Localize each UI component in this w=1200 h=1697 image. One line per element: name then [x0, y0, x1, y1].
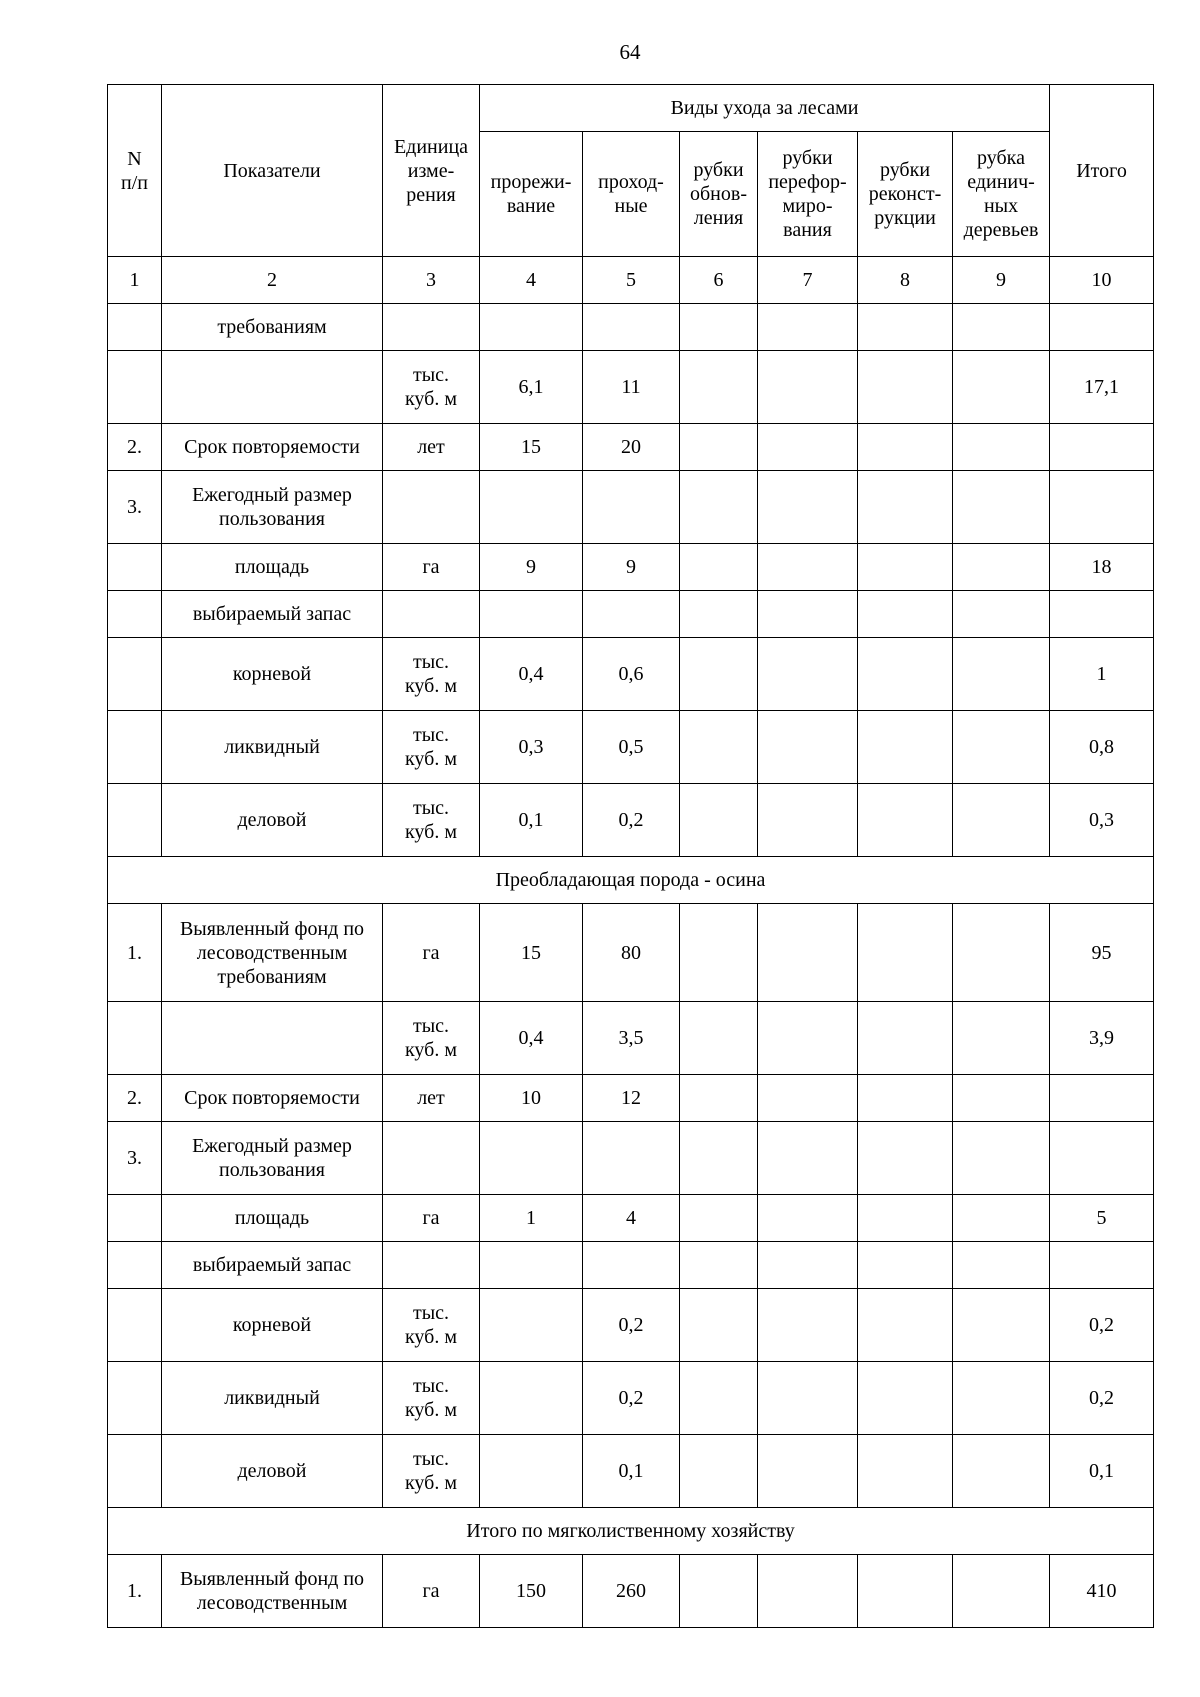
table-cell	[680, 1002, 758, 1075]
table-cell	[1050, 1242, 1154, 1289]
table-cell: тыс. куб. м	[383, 1002, 480, 1075]
table-cell: 9	[480, 544, 583, 591]
table-row	[108, 784, 1154, 857]
table-cell	[383, 591, 480, 638]
table-cell	[758, 1122, 858, 1195]
table-cell	[953, 1242, 1050, 1289]
header-thinning: прорежи- вание	[480, 132, 583, 257]
table-cell	[953, 544, 1050, 591]
table-cell: тыс. куб. м	[383, 1435, 480, 1508]
table-cell: 0,3	[1050, 784, 1154, 857]
table-cell	[108, 351, 162, 424]
table-cell	[953, 591, 1050, 638]
section-row	[108, 1508, 1154, 1555]
table-cell	[758, 1075, 858, 1122]
table-cell: площадь	[162, 544, 383, 591]
table-cell	[108, 304, 162, 351]
column-number: 3	[383, 257, 480, 304]
table-cell	[680, 1435, 758, 1508]
table-cell: ликвидный	[162, 711, 383, 784]
table-cell	[858, 544, 953, 591]
table-cell	[108, 711, 162, 784]
table-cell: 1	[1050, 638, 1154, 711]
table-cell	[108, 784, 162, 857]
table-cell	[162, 351, 383, 424]
table-row	[108, 1002, 1154, 1075]
table-cell	[858, 591, 953, 638]
table-cell	[480, 304, 583, 351]
table-cell: 4	[583, 1195, 680, 1242]
table-cell: 0,1	[583, 1435, 680, 1508]
table-cell: корневой	[162, 638, 383, 711]
table-cell	[758, 591, 858, 638]
table-cell: требованиям	[162, 304, 383, 351]
header-renewal-cuts: рубки обнов- ления	[680, 132, 758, 257]
table-cell	[583, 1242, 680, 1289]
table-cell: 0,1	[1050, 1435, 1154, 1508]
table-cell: 0,4	[480, 1002, 583, 1075]
table-cell: площадь	[162, 1195, 383, 1242]
table-cell	[108, 638, 162, 711]
header-care-types: Виды ухода за лесами	[480, 85, 1050, 132]
table-cell: 80	[583, 904, 680, 1002]
table-cell	[858, 1002, 953, 1075]
table-cell	[758, 424, 858, 471]
table-cell: лет	[383, 1075, 480, 1122]
table-cell	[758, 1289, 858, 1362]
table-cell: Срок повторяемости	[162, 424, 383, 471]
table-cell	[953, 1289, 1050, 1362]
table-cell: тыс. куб. м	[383, 784, 480, 857]
table-row	[108, 1075, 1154, 1122]
table-cell	[758, 1242, 858, 1289]
table-cell	[858, 638, 953, 711]
table-cell: тыс. куб. м	[383, 351, 480, 424]
table-cell: 0,2	[1050, 1289, 1154, 1362]
table-cell: Ежегодный размер пользования	[162, 471, 383, 544]
section-title: Итого по мягколиственному хозяйству	[108, 1508, 1154, 1555]
table-cell: 3,9	[1050, 1002, 1154, 1075]
table-cell: 150	[480, 1555, 583, 1628]
table-row	[108, 1289, 1154, 1362]
table-cell	[758, 784, 858, 857]
table-cell	[758, 471, 858, 544]
table-cell	[858, 1362, 953, 1435]
table-cell	[1050, 591, 1154, 638]
table-cell: га	[383, 1555, 480, 1628]
table-cell: 1.	[108, 904, 162, 1002]
table-cell: 0,2	[583, 784, 680, 857]
table-cell	[953, 784, 1050, 857]
table-cell: 3.	[108, 471, 162, 544]
table-cell: 6,1	[480, 351, 583, 424]
table-cell	[680, 304, 758, 351]
table-cell	[858, 1435, 953, 1508]
table-cell: 0,6	[583, 638, 680, 711]
table-cell	[858, 904, 953, 1002]
table-cell	[758, 904, 858, 1002]
table-row	[108, 304, 1154, 351]
table-cell	[680, 1122, 758, 1195]
table-cell: 12	[583, 1075, 680, 1122]
table-cell	[758, 1555, 858, 1628]
table-cell: 95	[1050, 904, 1154, 1002]
section-row	[108, 857, 1154, 904]
table-cell: 0,2	[1050, 1362, 1154, 1435]
table-cell: 3,5	[583, 1002, 680, 1075]
table-row	[108, 1362, 1154, 1435]
column-number: 10	[1050, 257, 1154, 304]
column-number: 8	[858, 257, 953, 304]
header-reformation-cuts: рубки перефор- миро- вания	[758, 132, 858, 257]
table-cell	[758, 544, 858, 591]
table-cell: 9	[583, 544, 680, 591]
table-cell	[108, 1289, 162, 1362]
table-cell	[583, 471, 680, 544]
header-passage-cuts: проход- ные	[583, 132, 680, 257]
table-cell: 0,2	[583, 1289, 680, 1362]
table-cell: 17,1	[1050, 351, 1154, 424]
table-cell	[858, 1242, 953, 1289]
table-row	[108, 424, 1154, 471]
table-cell	[953, 711, 1050, 784]
table-cell	[680, 904, 758, 1002]
table-cell	[758, 351, 858, 424]
table-row	[108, 904, 1154, 1002]
table-cell	[108, 1242, 162, 1289]
table-cell	[680, 591, 758, 638]
table-cell	[162, 1002, 383, 1075]
table-cell	[858, 1122, 953, 1195]
table-cell	[858, 1555, 953, 1628]
column-number: 4	[480, 257, 583, 304]
table-row	[108, 1122, 1154, 1195]
table-cell	[953, 1362, 1050, 1435]
table-cell	[680, 1242, 758, 1289]
column-number: 5	[583, 257, 680, 304]
table-cell	[758, 711, 858, 784]
table-cell: 11	[583, 351, 680, 424]
column-number: 6	[680, 257, 758, 304]
table-cell	[480, 591, 583, 638]
table-cell: тыс. куб. м	[383, 711, 480, 784]
table-cell	[953, 1435, 1050, 1508]
table-cell	[1050, 1075, 1154, 1122]
table-cell: 410	[1050, 1555, 1154, 1628]
table-cell	[858, 1075, 953, 1122]
table-cell	[108, 1002, 162, 1075]
table-cell	[953, 638, 1050, 711]
table-cell	[1050, 471, 1154, 544]
table-cell	[953, 1122, 1050, 1195]
table-cell	[108, 1435, 162, 1508]
table-cell	[480, 1362, 583, 1435]
table-cell	[480, 1122, 583, 1195]
table-cell	[858, 351, 953, 424]
table-cell: 0,8	[1050, 711, 1154, 784]
table-cell	[858, 711, 953, 784]
table-cell: 1	[480, 1195, 583, 1242]
table-cell	[858, 1289, 953, 1362]
table-cell	[680, 1195, 758, 1242]
table-row	[108, 471, 1154, 544]
table-cell	[680, 638, 758, 711]
table-cell	[583, 591, 680, 638]
table-cell	[383, 471, 480, 544]
table-cell	[858, 471, 953, 544]
table-row	[108, 544, 1154, 591]
table-cell	[480, 1289, 583, 1362]
table-cell	[680, 544, 758, 591]
table-cell: 20	[583, 424, 680, 471]
table-cell: деловой	[162, 784, 383, 857]
table-cell: га	[383, 904, 480, 1002]
table-cell	[680, 471, 758, 544]
table-cell	[758, 1362, 858, 1435]
column-number: 7	[758, 257, 858, 304]
table-cell	[680, 1362, 758, 1435]
table-cell	[583, 304, 680, 351]
table-cell: 1.	[108, 1555, 162, 1628]
table-cell	[953, 1555, 1050, 1628]
table-cell	[953, 351, 1050, 424]
table-cell: Выявленный фонд по лесоводственным	[162, 1555, 383, 1628]
table-cell: 2.	[108, 1075, 162, 1122]
table-cell	[480, 1242, 583, 1289]
section-title: Преобладающая порода - осина	[108, 857, 1154, 904]
table-cell: 5	[1050, 1195, 1154, 1242]
table-cell	[480, 471, 583, 544]
table-row	[108, 1435, 1154, 1508]
table-cell: 18	[1050, 544, 1154, 591]
table-cell: 3.	[108, 1122, 162, 1195]
column-number-row	[108, 257, 1154, 304]
table-row	[108, 711, 1154, 784]
table-cell: 0,5	[583, 711, 680, 784]
table-cell	[680, 1289, 758, 1362]
table-row	[108, 1195, 1154, 1242]
table-cell	[680, 424, 758, 471]
table-cell: га	[383, 1195, 480, 1242]
table-cell	[108, 1195, 162, 1242]
table-cell	[758, 1435, 858, 1508]
header-unit: Единица изме- рения	[383, 85, 480, 257]
table-cell	[953, 1002, 1050, 1075]
table-cell: деловой	[162, 1435, 383, 1508]
table-cell	[858, 1195, 953, 1242]
table-cell	[858, 784, 953, 857]
table-cell: корневой	[162, 1289, 383, 1362]
table-cell	[680, 1555, 758, 1628]
table-cell	[680, 351, 758, 424]
table-cell	[953, 471, 1050, 544]
column-number: 9	[953, 257, 1050, 304]
table-cell: Выявленный фонд по лесоводственным требованиям	[162, 904, 383, 1002]
table-cell	[1050, 304, 1154, 351]
table-row	[108, 591, 1154, 638]
table-cell: 0,1	[480, 784, 583, 857]
table-cell	[758, 1195, 858, 1242]
table-cell	[953, 1075, 1050, 1122]
table-cell: тыс. куб. м	[383, 638, 480, 711]
table-cell	[858, 424, 953, 471]
table-cell: 2.	[108, 424, 162, 471]
table-cell: га	[383, 544, 480, 591]
table-row	[108, 638, 1154, 711]
header-indicator: Показатели	[162, 85, 383, 257]
table-cell	[383, 1242, 480, 1289]
table-cell: 260	[583, 1555, 680, 1628]
table-cell	[480, 1435, 583, 1508]
forest-care-table	[107, 84, 1154, 1628]
column-number: 1	[108, 257, 162, 304]
table-cell: лет	[383, 424, 480, 471]
header-single-tree-cuts: рубка единич- ных деревьев	[953, 132, 1050, 257]
table-cell	[953, 304, 1050, 351]
table-cell	[758, 304, 858, 351]
table-cell	[858, 304, 953, 351]
table-cell	[383, 304, 480, 351]
table-cell	[383, 1122, 480, 1195]
table-cell: тыс. куб. м	[383, 1362, 480, 1435]
table-cell	[680, 784, 758, 857]
table-cell	[953, 904, 1050, 1002]
table-cell: 0,4	[480, 638, 583, 711]
table-cell	[108, 544, 162, 591]
header-total: Итого	[1050, 85, 1154, 257]
table-cell: Срок повторяемости	[162, 1075, 383, 1122]
table-cell	[758, 638, 858, 711]
table-cell	[680, 711, 758, 784]
table-cell	[953, 1195, 1050, 1242]
table-cell	[108, 591, 162, 638]
table-cell	[1050, 1122, 1154, 1195]
table-cell	[108, 1362, 162, 1435]
table-cell	[953, 424, 1050, 471]
table-row	[108, 1242, 1154, 1289]
header-reconstruction-cuts: рубки реконст- рукции	[858, 132, 953, 257]
table-cell: 0,2	[583, 1362, 680, 1435]
table-cell	[680, 1075, 758, 1122]
table-cell: тыс. куб. м	[383, 1289, 480, 1362]
table-cell: выбираемый запас	[162, 591, 383, 638]
header-num: N п/п	[108, 85, 162, 257]
table-cell: ликвидный	[162, 1362, 383, 1435]
table-cell: 15	[480, 904, 583, 1002]
table-cell: 0,3	[480, 711, 583, 784]
table-cell	[583, 1122, 680, 1195]
table-cell: Ежегодный размер пользования	[162, 1122, 383, 1195]
column-number: 2	[162, 257, 383, 304]
table-row	[108, 351, 1154, 424]
table-cell: выбираемый запас	[162, 1242, 383, 1289]
page-number: 64	[619, 40, 641, 64]
table-cell: 10	[480, 1075, 583, 1122]
table-row	[108, 1555, 1154, 1628]
table-cell: 15	[480, 424, 583, 471]
table-cell	[758, 1002, 858, 1075]
table-cell	[1050, 424, 1154, 471]
